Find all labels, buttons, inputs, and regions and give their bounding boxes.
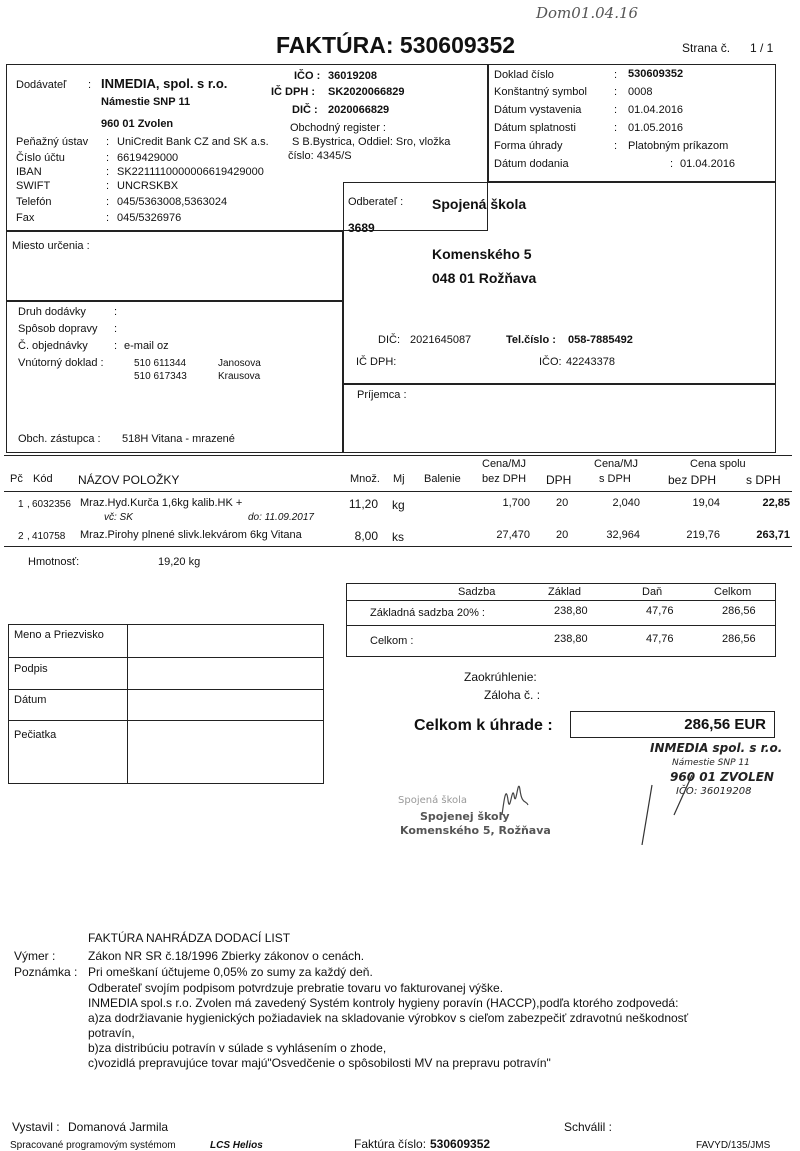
swift-value: UNCRSKBX (117, 180, 179, 192)
payment-label: Forma úhrady (494, 140, 563, 152)
vat-row-base: 238,80 (554, 605, 588, 617)
bank-value: UniCredit Bank CZ and SK a.s. (117, 136, 269, 148)
vat-row-total: 286,56 (722, 605, 756, 617)
delivery-type-label: Druh dodávky (18, 306, 86, 318)
rep-value: 518H Vitana - mrazené (122, 433, 235, 445)
iban-value: SK2211110000006619429000 (117, 166, 264, 178)
internal-doc-no: 510 617343 (134, 371, 187, 382)
th-pack: Balenie (424, 473, 461, 485)
invoice-title: FAKTÚRA: 530609352 (276, 32, 516, 58)
rep-label: Obch. zástupca : (18, 433, 101, 445)
table-row-unit: kg (392, 498, 405, 512)
th-total-1: Cena spolu (690, 458, 746, 470)
signature-field-stamp: Pečiatka (14, 729, 57, 741)
customer-dic-value: 2021645087 (410, 334, 472, 346)
notes-heading: FAKTÚRA NAHRÁDZA DODACÍ LIST (88, 931, 291, 945)
note-line: c)vozidlá prepravujúce tovar majú"Osvedčenie o spôsobilosti MV na prepravu potravín" (88, 1056, 551, 1070)
vat-header-rate: Sadzba (458, 586, 496, 598)
vat-header-base: Základ (548, 586, 582, 598)
register-number: číslo: 4345/S (288, 150, 352, 162)
supplier-stamp-line: Námestie SNP 11 (672, 758, 750, 768)
page-value: 1 / 1 (750, 41, 774, 55)
th-kod: Kód (33, 473, 53, 485)
note-line: Pri omeškaní účtujeme 0,05% zo sumy za každý deň. (88, 965, 373, 979)
vat-total-label: Celkom : (370, 635, 414, 647)
order-value: e-mail oz (124, 340, 169, 352)
total-due-label: Celkom k úhrade : (414, 717, 553, 734)
footer-invoice-no: 530609352 (430, 1137, 491, 1151)
system-value: LCS Helios (210, 1140, 263, 1151)
icdph-label: IČ DPH : (271, 86, 315, 98)
note-line: b)za distribúciu potravín v súlade s vyhlásením o zhode, (88, 1041, 387, 1055)
system-label: Spracované programovým systémom (10, 1140, 176, 1151)
th-pc: Pč (10, 473, 23, 485)
customer-dic-label: DIČ: (378, 334, 400, 346)
table-row-name: Mraz.Pirohy plnené slivk.lekvárom 6kg Vitana (80, 529, 302, 541)
footer-code: FAVYD/135/JMS (696, 1140, 771, 1151)
supplier-stamp-line: 960 01 ZVOLEN (670, 770, 774, 784)
handwritten-note: Dom01.04.16 (536, 4, 639, 22)
customer-ico-value: 42243378 (566, 356, 615, 368)
note-label: Poznámka : (14, 965, 78, 979)
rounding-label: Zaokrúhlenie: (464, 670, 537, 684)
account-label: Číslo účtu (16, 152, 65, 164)
payment-value: Platobným príkazom (628, 140, 729, 152)
table-row-code: 410758 (32, 531, 66, 542)
customer-street: Komenského 5 (432, 246, 532, 262)
table-row-total-excl: 219,76 (686, 529, 720, 541)
note-line: INMEDIA spol.s r.o. Zvolen má zavedený Systém kontroly hygieny poravín (HACCP),podľa ktorého zodpovedá: (88, 996, 679, 1010)
const-label: Konštantný symbol (494, 86, 587, 98)
vymer-value: Zákon NR SR č.18/1996 Zbierky zákonov o cenách. (88, 949, 365, 963)
phone-value: 045/5363008,5363024 (117, 196, 228, 208)
icdph-value: SK2020066829 (328, 86, 405, 98)
vat-total-tax: 47,76 (646, 633, 674, 645)
table-top-line (4, 455, 792, 456)
table-row-code: 6032356 (32, 499, 71, 510)
fax-label: Fax (16, 212, 35, 224)
table-row-qty: 8,00 (354, 529, 378, 543)
th-total-excl: bez DPH (668, 473, 717, 487)
issued-label: Dátum vystavenia (494, 104, 582, 116)
table-bottom-line (4, 546, 792, 547)
supplier-label: Dodávateľ (16, 79, 67, 91)
table-row-price-excl: 27,470 (496, 529, 530, 541)
vat-total-total: 286,56 (722, 633, 756, 645)
supplier-city: 960 01 Zvolen (101, 118, 174, 130)
table-row-price-excl: 1,700 (502, 497, 530, 509)
signature-grid (8, 624, 324, 784)
vat-header-total: Celkom (714, 586, 752, 598)
vat-summary-header-line (346, 600, 776, 601)
receiver-box (343, 384, 776, 453)
vat-summary-row-line (346, 625, 776, 626)
table-row-batch: vč: SK (104, 512, 133, 523)
table-row-total-excl: 19,04 (692, 497, 720, 509)
supplier-name: INMEDIA, spol. s r.o. (101, 76, 228, 91)
customer-code: 3689 (348, 221, 375, 235)
account-value: 6619429000 (117, 152, 179, 164)
deposit-label: Záloha č. : (484, 688, 541, 702)
customer-stamp-line: Komenského 5, Rožňava (400, 824, 551, 837)
delivery-date-label: Dátum dodania (494, 158, 569, 170)
customer-stamp-line: Spojená škola (398, 795, 468, 806)
th-price-excl-1: Cena/MJ (482, 458, 527, 470)
vat-row-tax: 47,76 (646, 605, 674, 617)
th-vat: DPH (546, 473, 572, 487)
vat-row-label: Základná sadzba 20% : (370, 607, 485, 619)
table-row-pc: 2 (18, 531, 24, 542)
vymer-label: Výmer : (14, 949, 56, 963)
th-qty: Množ. (350, 473, 380, 485)
internal-doc-no: 510 611344 (134, 358, 187, 369)
supplier-stamp-line: IČO: 36019208 (676, 786, 752, 797)
internal-doc-name: Janosova (218, 358, 261, 369)
const-value: 0008 (628, 86, 653, 98)
ico-label: IČO : (294, 70, 321, 82)
note-line: potravín, (88, 1026, 135, 1040)
receiver-label: Príjemca : (357, 389, 407, 401)
ico-value: 36019208 (328, 70, 377, 82)
customer-name: Spojená škola (432, 196, 527, 212)
table-row-total-incl: 22,85 (762, 497, 790, 509)
iban-label: IBAN (16, 166, 42, 178)
customer-ico-label: IČO: (539, 356, 562, 368)
due-label: Dátum splatnosti (494, 122, 576, 134)
table-row-price-incl: 32,964 (606, 529, 640, 541)
fax-value: 045/5326976 (117, 212, 182, 224)
table-row-vat: 20 (556, 497, 569, 509)
th-total-incl: s DPH (746, 473, 781, 487)
total-due-value: 286,56 EUR (684, 716, 766, 733)
swift-label: SWIFT (16, 180, 51, 192)
doc-no-value: 530609352 (628, 68, 684, 80)
table-row-price-incl: 2,040 (612, 497, 640, 509)
th-price-excl-2: bez DPH (482, 473, 527, 485)
signature-field-date: Dátum (14, 694, 47, 706)
issued-by-label: Vystavil : (12, 1120, 60, 1134)
phone-label: Telefón (16, 196, 52, 208)
register-label: Obchodný register : (290, 122, 386, 134)
table-row-pc: 1 (18, 499, 24, 510)
signature-field-name: Meno a Priezvisko (14, 629, 104, 641)
customer-tel-label: Tel.číslo : (506, 334, 556, 346)
dic-value: 2020066829 (328, 104, 390, 116)
th-price-incl-2: s DPH (599, 473, 631, 485)
bank-label: Peňažný ústav (16, 136, 89, 148)
table-row-total-incl: 263,71 (756, 529, 790, 541)
customer-tel-value: 058-7885492 (568, 334, 633, 346)
supplier-stamp-line: INMEDIA spol. s r.o. (650, 741, 783, 755)
supplier-street: Námestie SNP 11 (101, 96, 191, 108)
table-row-expiry: do: 11.09.2017 (248, 512, 314, 523)
customer-box (343, 182, 776, 384)
customer-stamp-line: Spojenej školy (420, 810, 510, 823)
table-row-name: Mraz.Hyd.Kurča 1,6kg kalib.HK + (80, 497, 243, 509)
customer-icdph-label: IČ DPH: (356, 356, 397, 368)
table-header-line (4, 491, 792, 492)
vat-total-base: 238,80 (554, 633, 588, 645)
issued-value: 01.04.2016 (628, 104, 684, 116)
dic-label: DIČ : (292, 104, 318, 116)
note-line: a)za dodržiavanie hygienických požiadaviek na skladovanie výrobkov s cieľom zabezpečiť zdravotnú neškodnosť (88, 1011, 689, 1025)
weight-label: Hmotnosť: (28, 556, 80, 568)
destination-label: Miesto určenia : (12, 240, 90, 252)
th-mj: Mj (393, 473, 405, 485)
approved-label: Schválil : (564, 1120, 613, 1134)
doc-no-label: Doklad číslo (494, 69, 554, 81)
internal-label: Vnútorný doklad : (18, 357, 104, 369)
customer-city: 048 01 Rožňava (432, 270, 537, 286)
signature-field-signature: Podpis (14, 663, 48, 675)
th-price-incl-1: Cena/MJ (594, 458, 639, 470)
table-row-qty: 11,20 (348, 497, 378, 511)
table-row-unit: ks (392, 530, 404, 544)
order-label: Č. objednávky (18, 340, 88, 352)
th-name: NÁZOV POLOŽKY (78, 473, 180, 487)
vat-header-tax: Daň (642, 586, 663, 598)
issued-by-value: Domanová Jarmila (68, 1120, 169, 1134)
weight-value: 19,20 kg (158, 556, 201, 568)
delivery-date-value: 01.04.2016 (680, 158, 736, 170)
due-value: 01.05.2016 (628, 122, 684, 134)
page-label: Strana č. (682, 41, 731, 55)
internal-doc-name: Krausova (218, 371, 261, 382)
register-value: S B.Bystrica, Oddiel: Sro, vložka (292, 136, 451, 148)
note-line: Odberateľ svojím podpisom potvrdzuje prebratie tovaru vo fakturovanej výške. (88, 981, 504, 995)
table-row-vat: 20 (556, 529, 569, 541)
customer-label: Odberateľ : (348, 196, 404, 208)
footer-invoice-label: Faktúra číslo: (354, 1137, 427, 1151)
transport-label: Spôsob dopravy (18, 323, 98, 335)
